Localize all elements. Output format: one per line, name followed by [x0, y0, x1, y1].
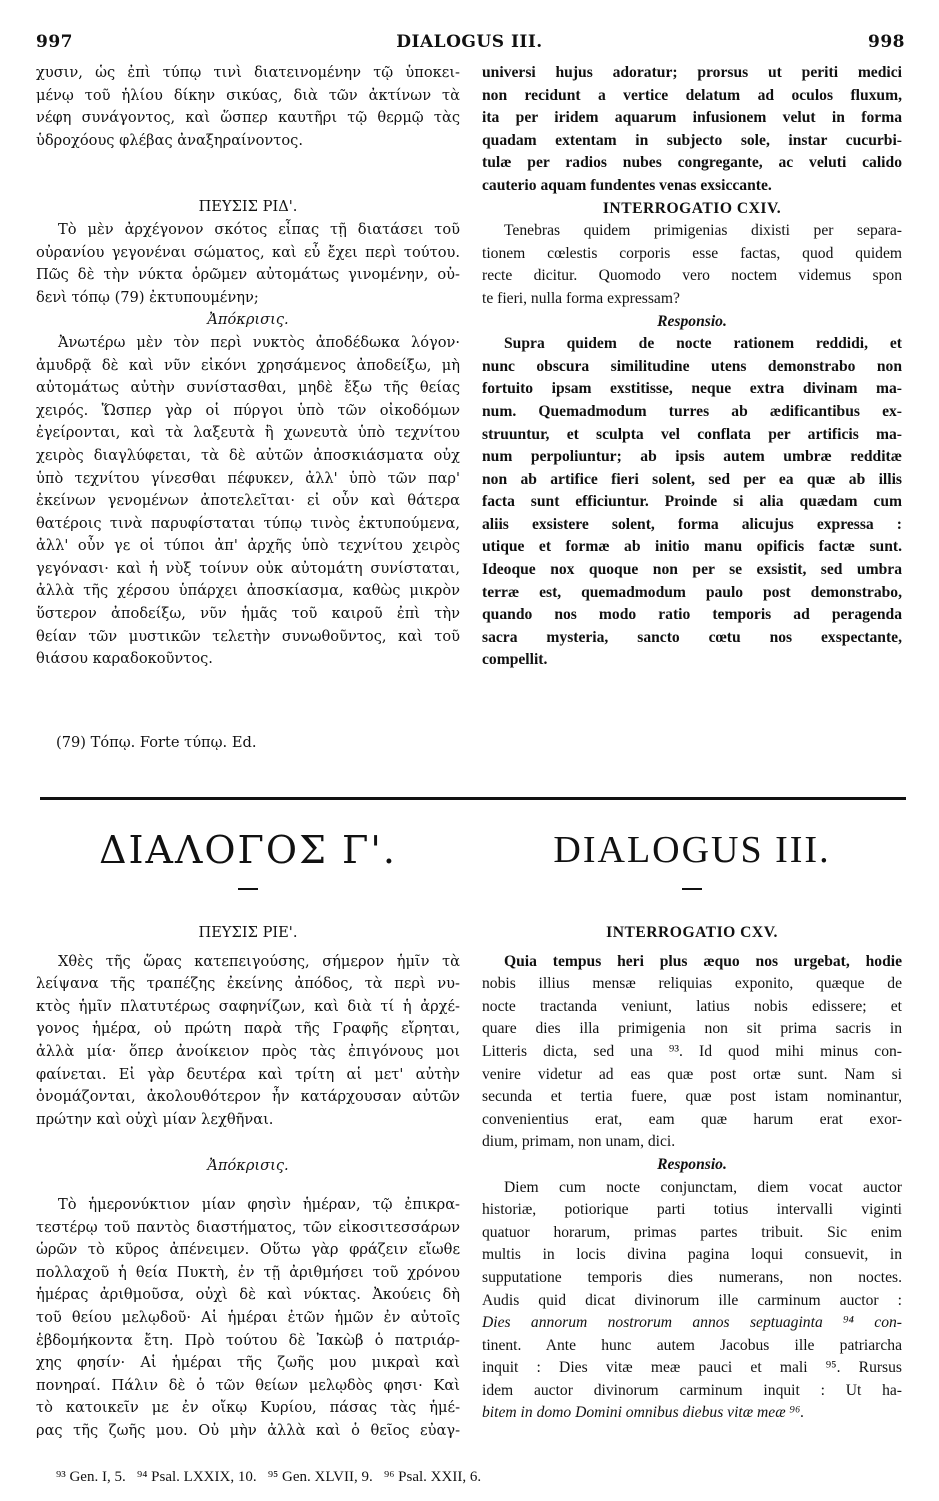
latin-question	[482, 220, 902, 310]
text-line: χειρὸς διαγλύφεται, τὰ δὲ αὐτῶν ἀποσκιάσματα οὐχ	[36, 446, 460, 464]
text-line: Tenebras quidem primigenias dixisti per separa-	[504, 222, 902, 240]
text-line: ἀλλ' οὖν γε οἱ τύποι ἀπ' ἀρχῆς ὑπὸ τεχνίτου χειρὸς	[36, 537, 460, 555]
text-line: χειρός. Ὥσπερ γὰρ οἱ πύργοι ὑπὸ τῶν οἰκοδόμων	[36, 401, 460, 419]
section-heading: INTERROGATIO CXV.	[606, 924, 778, 941]
answer-heading: Responsio.	[657, 1155, 727, 1173]
text-line: Dies annorum nostrorum annos septuaginta ⁹⁴ con-	[482, 1314, 902, 1332]
text-line: ἀμυδρᾷ δὲ καὶ νῦν εἰκόνι χρησάμενος ἀποδείξω, μὴ	[36, 356, 460, 374]
latin-question	[482, 951, 902, 1154]
text-line: quando nos modo ratio temporis ad peragenda	[482, 606, 902, 624]
latin-answer	[482, 1177, 902, 1426]
text-line: χυσιν, ὡς ἐπὶ τύπῳ τινὶ διατεινομένην τῷ ὑποκει-	[36, 64, 460, 81]
text-line: ita per iridem aquarum infusionem velut in forma	[482, 109, 902, 127]
text-line: θιάσου καραδοκοῦντος.	[36, 650, 213, 668]
text-line: λείψανα τῆς τραπέζης ἐκείνης ἀπόδος, τὰ περὶ νυ-	[36, 975, 460, 993]
title-dash	[682, 888, 702, 890]
text-line: γονος ἡμέρα, οὐ πρώτη παρὰ τῆς Γραφῆς εἴρηται,	[36, 1020, 460, 1038]
text-line: quadam extentam in subjecto sole, instar cucurbi-	[482, 131, 902, 149]
text-line: αὐτομάτως αὐτὴν συνίστασθαι, μηδὲ ἔξω τῆς θείας	[36, 379, 460, 397]
text-line: quare dies illa primigenia non sit prima sacris in	[482, 1020, 902, 1038]
text-line: ἀλλὰ τῆς χέρσου ὑπάρχει ἀποσκίασμα, καθὼς μικρὸν	[36, 582, 460, 600]
greek-answer	[36, 332, 460, 671]
text-line: νέφη συνάγοντος, καὶ ὥσπερ καυτῆρι τῷ θερμῷ τὰς	[36, 109, 460, 127]
text-line: nobis illius mensæ reliquias exponito, quæque de	[482, 975, 902, 993]
text-line: aliis exsistere solent, forma alicujus expressa :	[482, 515, 902, 533]
text-line: ἐκείνων γενομένων ἀποτελεῖται· εἰ οὖν καὶ θάτερα	[36, 492, 460, 510]
greek-question	[36, 951, 460, 1132]
scripture-footnotes: ⁹³ Gen. I, 5. ⁹⁴ Psal. LXXIX, 10. ⁹⁵ Gen. XLVII, 9. ⁹⁶ Psal. XXII, 6.	[56, 1469, 482, 1485]
top-left-greek-column	[36, 62, 460, 671]
text-line: δενὶ τόπῳ (79) ἐκτυπουμένην;	[36, 288, 259, 306]
text-line: bitem in domo Domini omnibus diebus vitæ meæ ⁹⁶.	[482, 1404, 805, 1422]
answer-heading: Ἀπόκρισις.	[207, 1157, 289, 1175]
section-heading: ΠΕΥΣΙΣ ΡΙΔ'.	[198, 198, 298, 216]
text-line: γεγόνασι· καὶ ἡ νὺξ τοίνυν οὐκ αὐτομάτη συνίσταται,	[36, 559, 460, 577]
text-line: facta sunt efficiuntur. Proinde si alia quædam cum	[482, 493, 902, 511]
text-line: κτὸς ἡμῖν πλατυτέρως σαφηνίζων, καὶ διὰ τί ἡ ἀρχέ-	[36, 997, 460, 1015]
text-line: ὀνομάζονται, ἀκολουθότερον ἦν κατάρχουσαν αὐτῶν	[36, 1088, 460, 1106]
title-dash	[238, 888, 258, 890]
text-line: Πῶς δὲ τὴν νύκτα ὁρῶμεν αὐτομάτως γινομένην, οὐ-	[36, 266, 460, 284]
text-line: Litteris dicta, sed una ⁹³. Id quod mihi minus con-	[482, 1042, 902, 1060]
answer-heading: Ἀπόκρισις.	[207, 311, 289, 329]
top-right-latin-column	[482, 62, 902, 672]
text-line: οὐρανίου γεγονέναι σώματος, καὶ εὖ ἔχει περὶ τούτου.	[36, 243, 460, 261]
text-line: Quia tempus heri plus æquo nos urgebat, hodie	[504, 952, 902, 970]
text-line: ὡρῶν τὸ κῦρος ἀπένειμεν. Οὕτω γὰρ φράζειν εἴωθε	[36, 1241, 460, 1259]
text-line: φαίνεται. Εἰ γὰρ δευτέρα καὶ τρίτη αἱ μετ' αὐτὴν	[36, 1065, 460, 1083]
bottom-right-latin-column	[482, 922, 902, 1425]
editor-footnote: (79) Τόπῳ. Forte τύπῳ. Ed.	[56, 734, 257, 751]
text-line: non recidunt a vertice delatum ad oculos fluxum,	[482, 86, 902, 104]
latin-answer	[482, 333, 902, 672]
text-line: πονηραί. Πάλιν δὲ ὁ τῶν θείων μελῳδὸς φησι· Καὶ	[36, 1376, 460, 1394]
text-line: nunc obscura similitudine utens demonstrabo non	[482, 357, 902, 375]
text-line: non ab artifice fieri solent, sed per ea quæ ab illis	[482, 470, 902, 488]
text-line: ὑδροχόους φλέβας ἀναξηραίνοντος.	[36, 131, 303, 149]
text-line: πολλαχοῦ ἡ θεία Πυκτὴ, ἐν τῇ ἀριθμήσει τοῦ χρόνου	[36, 1263, 460, 1281]
text-line: Χθὲς τῆς ὥρας κατεπειγούσης, σήμερον ἡμῖν τὰ	[58, 952, 460, 970]
text-line: πρώτην καὶ οὐχὶ μίαν λεχθῆναι.	[36, 1110, 274, 1128]
greek-answer	[36, 1194, 460, 1443]
text-line: θατέροις τινὰ παρυφίσταται τύπῳ τινὸς ἐκτυπούμενα,	[36, 514, 460, 532]
latin-continuation	[482, 62, 902, 198]
section-heading: INTERROGATIO CXIV.	[602, 199, 782, 217]
text-line: tulæ per radios nubes congregante, ac veluti calido	[482, 154, 902, 172]
page-number-left: 997	[36, 32, 73, 52]
running-title: DIALOGUS III.	[396, 32, 543, 52]
text-line: struuntur, et sculpta vel conflata per artificis ma-	[482, 425, 902, 443]
text-line: θείαν τῶν μυστικῶν τελετὴν συνωθοῦντος, καὶ τοῦ	[36, 627, 460, 645]
greek-question	[36, 219, 460, 309]
text-line: ρας τῆς ζωῆς μου. Οὐ μὴν ἀλλὰ καὶ ὁ θεῖος εὐαγ-	[36, 1421, 460, 1439]
text-line: Supra quidem de nocte rationem reddidi, et	[504, 335, 902, 353]
text-line: Diem cum nocte conjunctam, diem vocat auctor	[504, 1178, 902, 1196]
bottom-left-greek-column	[36, 922, 460, 1442]
text-line: idem auctor divinorum carminum inquit : Ut ha-	[482, 1381, 902, 1399]
text-line: τὸ κατοικεῖν με ἐν οἴκῳ Κυρίου, πάσας τὰς ἡμέ-	[36, 1399, 460, 1417]
text-line: num. Quemadmodum turres ab ædificantibus ex-	[482, 402, 902, 420]
text-line: historiæ, potiorique parti totius intervalli viginti	[482, 1201, 902, 1219]
text-line: tinent. Ante hunc autem Jacobus ille patriarcha	[482, 1336, 902, 1354]
text-line: μένῳ τοῦ ἡλίου δίκην σικύας, διὰ τῶν ἀκτίνων τὰ	[36, 86, 460, 104]
text-line: Τὸ μὲν ἀρχέγονον σκότος εἶπας τῇ διατάσει τοῦ	[58, 220, 460, 238]
text-line: venire videtur ad eas quæ post ortæ sunt. Nam si	[482, 1065, 902, 1083]
text-line: convenientius erat, eam quæ harum erat exor-	[482, 1110, 902, 1128]
text-line: ὕστερον ἀποδείξω, νῦν ἡμᾶς τοῦ καιροῦ ἐπὶ τὴν	[36, 605, 460, 623]
text-line: dium, primam, non unam, dici.	[482, 1133, 676, 1151]
text-line: num perpoliuntur; ab ipsis autem umbræ redditæ	[482, 448, 902, 466]
text-line: sacra mysteria, sancto cœtu nos exspectante,	[482, 628, 902, 646]
text-line: Ἀνωτέρω μὲν τὸν περὶ νυκτὸς ἀποδέδωκα λόγον·	[58, 333, 460, 351]
text-line: terræ est, quemadmodum paulo post demonstrabo,	[482, 583, 902, 601]
text-line: ἀλλὰ μία· ὅπερ ἀνοίκειον πρὸς τὰς ἐπιγόνους μοι	[36, 1042, 460, 1060]
text-line: supputatione temporis dies numerans, non noctes.	[482, 1268, 902, 1286]
text-line: multis in locis divina pagina loqui consuevit, in	[482, 1246, 902, 1264]
text-line: ἑβδομήκοντα ἔτη. Πρὸ τούτου δὲ Ἰακὼβ ὁ πατριάρ-	[36, 1331, 460, 1349]
text-line: universi hujus adoratur; prorsus ut periti medici	[482, 64, 902, 81]
text-line: inquit : Dies vitæ meæ pauci et mali ⁹⁵. Rursus	[482, 1359, 902, 1377]
text-line: tionem cœlestis corporis esse factas, quod quidem	[482, 244, 902, 262]
text-line: τοῦ θείου μελῳδοῦ· Αἱ ἡμέραι ἐτῶν ἡμῶν ἐν αὐτοῖς	[36, 1308, 460, 1326]
text-line: te fieri, nulla forma expressam?	[482, 289, 680, 307]
text-line: secunda et tertia fuere, quæ post istam nominantur,	[482, 1088, 902, 1106]
text-line: fortuito ipsam exstitisse, neque extra divinam ma-	[482, 380, 902, 398]
text-line: cauterio aquam fundentes venas exsiccante.	[482, 176, 772, 194]
text-line: ὑπὸ τεχνίτου γίνεσθαι πέφυκεν, ἀλλ' ὑπὸ τῶν παρ'	[36, 469, 460, 487]
text-line: recte dicitur. Quomodo vero noctem videmus spon	[482, 267, 902, 285]
text-line: compellit.	[482, 651, 548, 669]
text-line: ἐγείρονται, καὶ τὰ λαξευτὰ ἢ χωνευτὰ ὑπὸ τεχνίτου	[36, 424, 460, 442]
page-number-right: 998	[868, 32, 905, 52]
section-heading: ΠΕΥΣΙΣ ΡΙΕ'.	[198, 924, 298, 941]
text-line: τεστέρῳ τοῦ παντὸς διαστήματος, τῶν εἰκοσιτεσσάρων	[36, 1218, 460, 1236]
greek-dialogue-title: ΔΙΑΛΟΓΟΣ Γ'.	[99, 828, 397, 872]
text-line: Audis quid dicat divinorum ille carminum auctor :	[482, 1291, 902, 1309]
text-line: ἡμέρας ἀριθμοῦσα, οὐχὶ δὲ καὶ νύκτας. Ἀκούεις δὴ	[36, 1286, 460, 1304]
text-line: Ideoque nox quoque non per se exsistit, sed umbra	[482, 561, 902, 579]
section-divider	[40, 797, 906, 800]
text-line: utique et formæ ab initio manu opificis factæ sunt.	[482, 538, 902, 556]
text-line: χης φησίν· Αἱ ἡμέραι τῆς ζωῆς μου μικραὶ καὶ	[36, 1354, 460, 1372]
answer-heading: Responsio.	[657, 312, 727, 330]
text-line: quatuor horarum, primas partes tribuit. Sic enim	[482, 1223, 902, 1241]
latin-dialogue-title: DIALOGUS III.	[553, 829, 831, 871]
text-line: Τὸ ἡμερονύκτιον μίαν φησὶν ἡμέραν, τῷ ἐπικρα-	[58, 1195, 460, 1213]
text-line: nocte tractanda veniunt, latius nobis edissere; et	[482, 997, 902, 1015]
greek-continuation	[36, 62, 460, 152]
